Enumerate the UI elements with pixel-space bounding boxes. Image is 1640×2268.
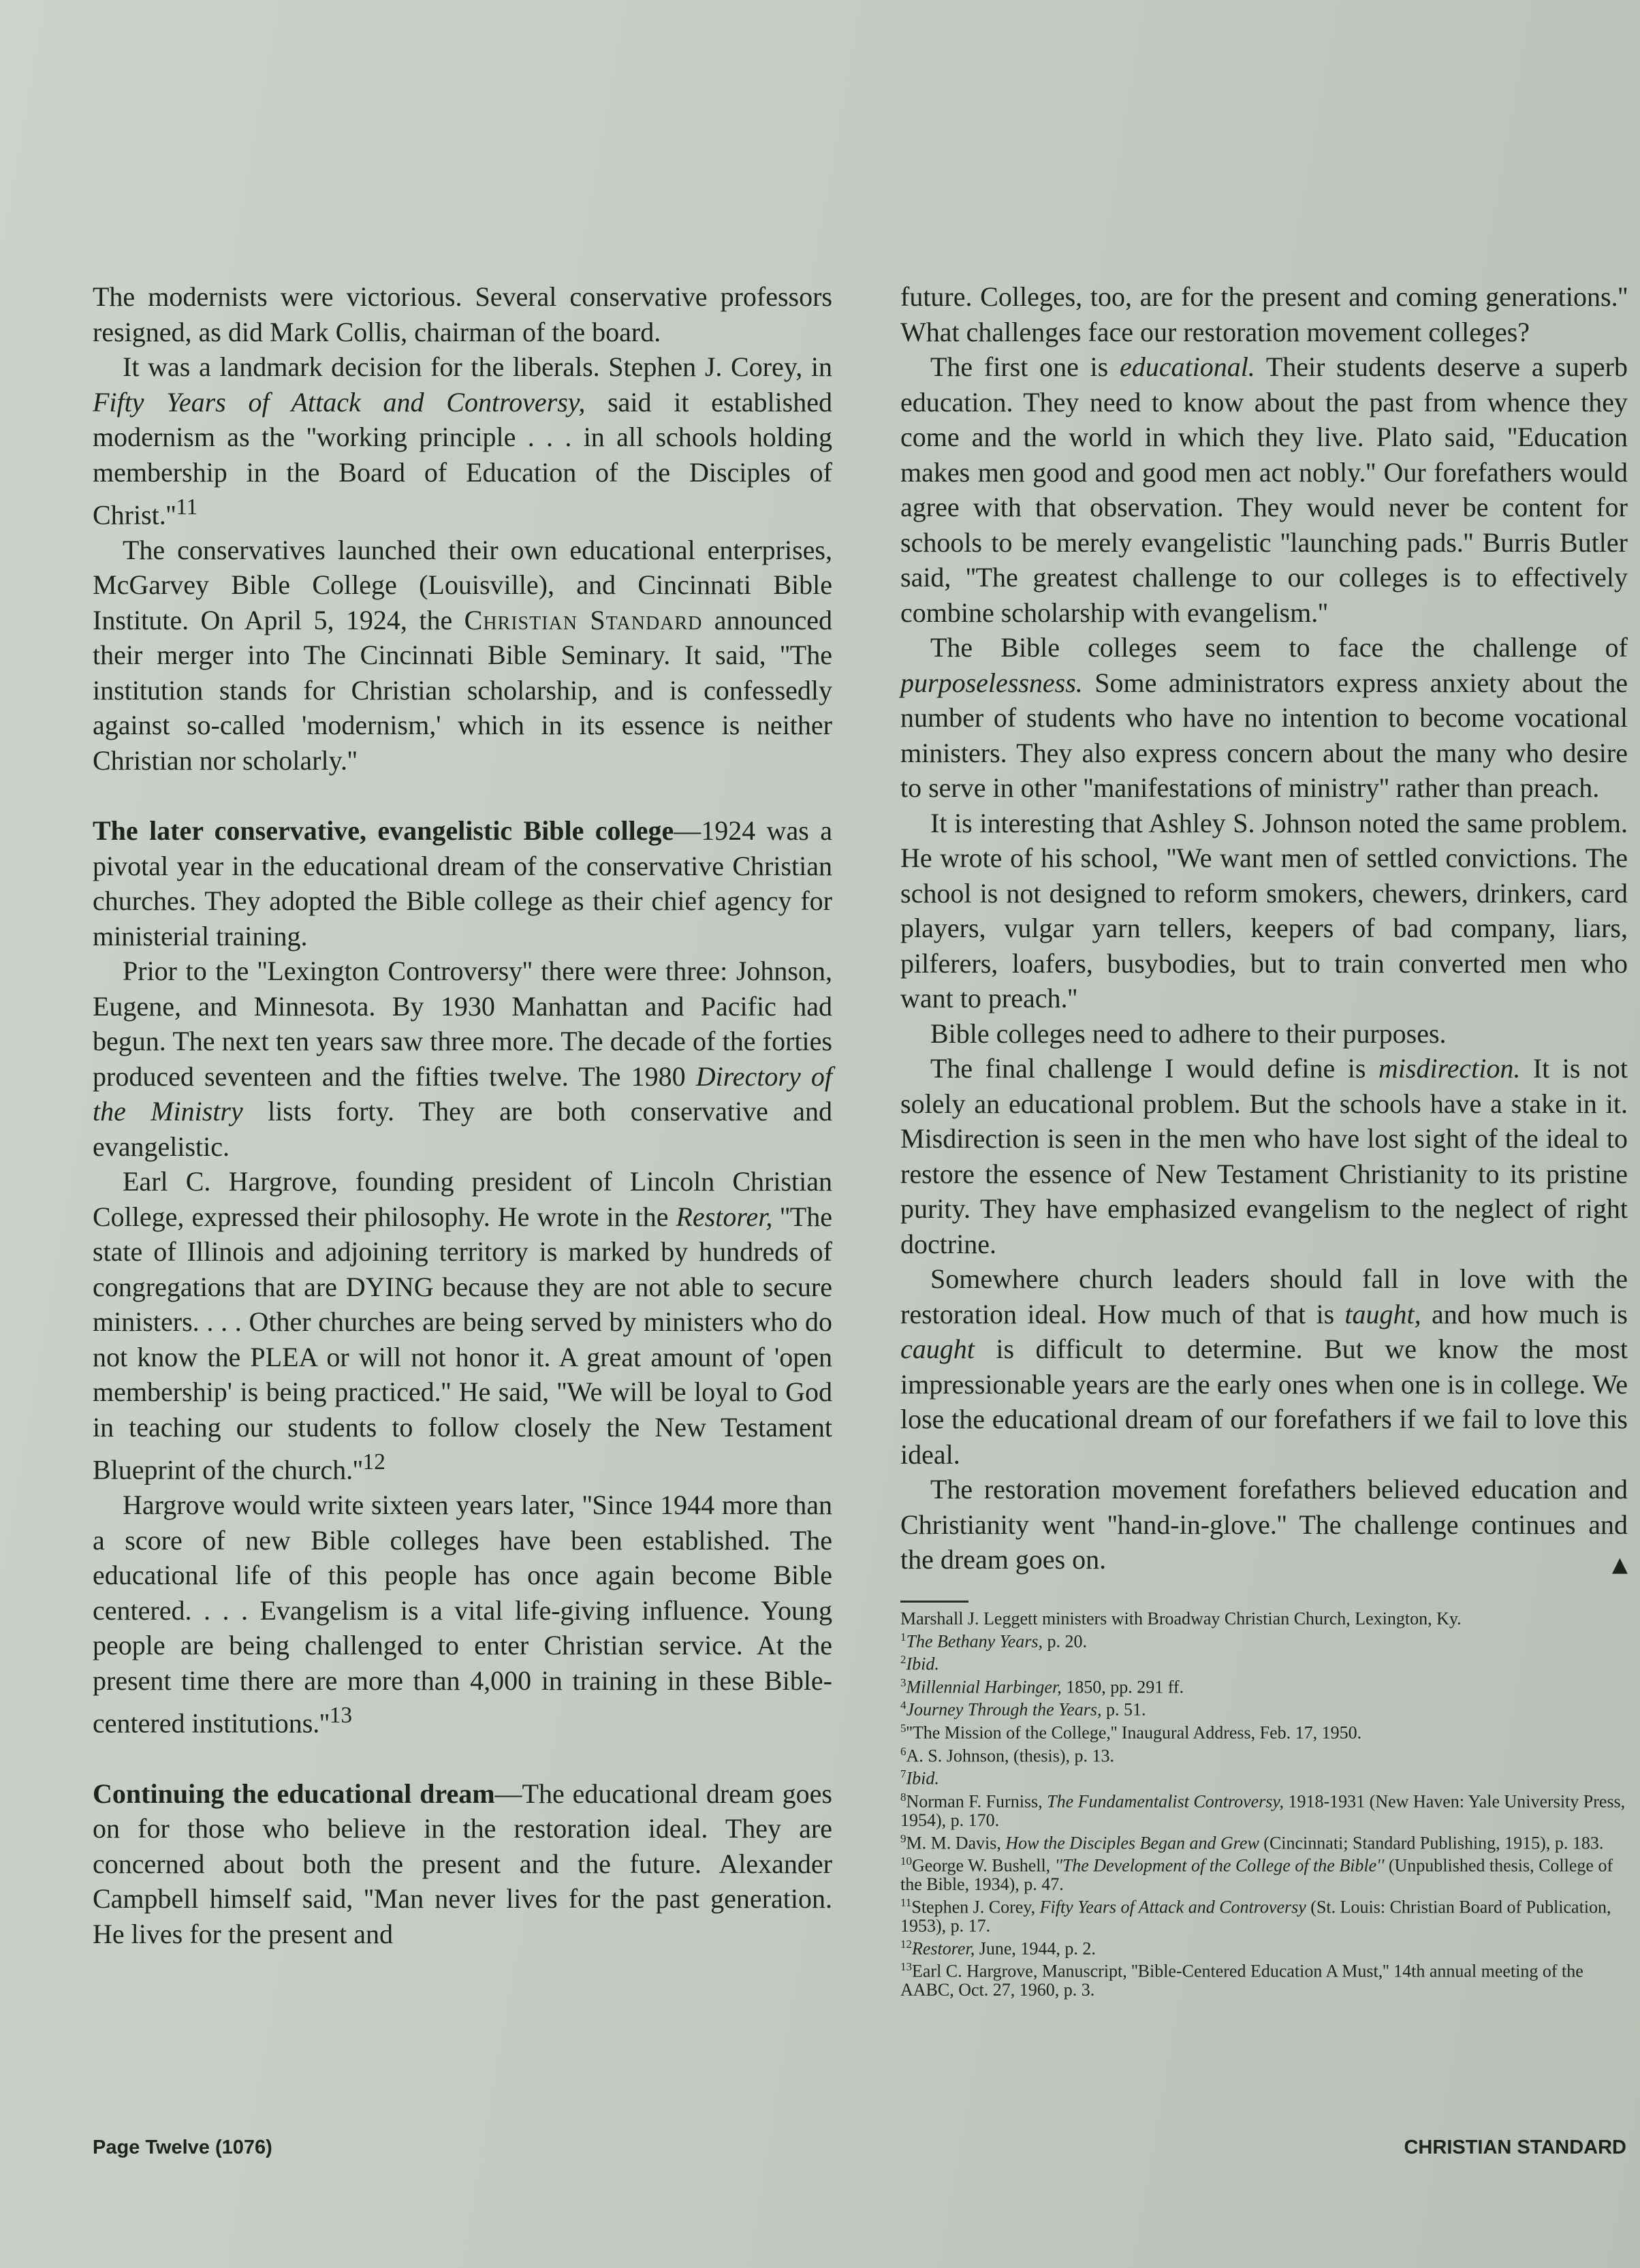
footnote-title: Ibid.	[906, 1769, 939, 1789]
author-bio: Marshall J. Leggett ministers with Broadway Christian Church, Lexington, Ky.	[900, 1608, 1462, 1628]
section-paragraph	[93, 1776, 832, 1952]
footnote-number: 13	[900, 1960, 912, 1974]
footnote-number: 6	[900, 1744, 906, 1758]
footnote-text: Stephen J. Corey,	[911, 1897, 1040, 1917]
page-number: Page Twelve (1076)	[93, 2137, 272, 2158]
footnote-item	[900, 1628, 1628, 1651]
footnote-number: 9	[900, 1831, 906, 1845]
paragraph-text: It is interesting that Ashley S. Johnson noted the same problem. He wrote of his school, ''We want men of settled convictions. The school is not designed to reform smokers, chewers, drinkers, card players, vulgar yarn tellers, keepers of bad company, liars, pilferers, loafers, busybodies, but to train converted men who want to preach.''	[900, 807, 1628, 1013]
footnote-title: Millennial Harbinger,	[906, 1677, 1062, 1697]
footnote-text: George W. Bushell,	[912, 1856, 1055, 1876]
footnote-text: (St. Louis: Christian Board of Publication, 1953), p. 17.	[900, 1897, 1611, 1936]
footnote-item	[900, 1765, 1628, 1788]
paragraph-text: Bible colleges need to adhere to their purposes.	[930, 1018, 1447, 1049]
paragraph	[900, 1472, 1628, 1577]
paragraph	[93, 954, 832, 1164]
footnote-number: 8	[900, 1791, 906, 1804]
footnote-item	[900, 1742, 1628, 1765]
footnote-list	[900, 1628, 1628, 2000]
paragraph-text: Prior to the ''Lexington Controversy'' there were three: Johnson, Eugene, and Minnesota. By 1930 Manhattan and Pacific had begun. The next ten years saw three more. The decade of the forties produced seventeen and the fifties twelve. The 1980	[93, 956, 832, 1092]
footnote-item	[900, 1893, 1628, 1935]
footnote-rule	[900, 1601, 968, 1603]
footnote-number: 11	[900, 1896, 912, 1910]
paragraph	[900, 349, 1628, 630]
paragraph	[900, 806, 1628, 1016]
footnote-item	[900, 1673, 1628, 1697]
footnote-item	[900, 1935, 1628, 1958]
paragraph-text: It is not solely an educational problem. But the schools have a stake in it. Misdirection is seen in the men who have lost sight of the ideal to restore the essence of New Testament Christianity to its pristine purity. They have emphasized evangelism to the neglect of right doctrine.	[900, 1053, 1628, 1259]
paragraph-text: lists forty. They are both conservative and evangelistic.	[93, 1096, 832, 1162]
footnote-item	[900, 1719, 1628, 1742]
paragraph	[93, 533, 832, 778]
emphasis: misdirection.	[1378, 1053, 1521, 1084]
end-of-article-icon: ▲	[1611, 1553, 1628, 1577]
footnote-number: 12	[900, 1937, 912, 1951]
paragraph-text: said it established modernism as the ''working principle . . . in all schools holding membership in the Board of Education of the Disciples of Christ.''	[93, 386, 832, 531]
footnote-text: p. 20.	[1043, 1631, 1088, 1652]
footnote-text: 1850, pp. 291 ff.	[1061, 1677, 1184, 1697]
paragraph	[900, 1016, 1628, 1052]
paragraph-text: —The educational dream goes on for those who believe in the restoration ideal. They are concerned about both the present and the future. Alexander Campbell himself said, ''Man never lives for the past generation. He lives for the present and	[93, 1778, 832, 1949]
footnote-ref: 11	[176, 494, 198, 520]
paragraph-text: and how much is	[1421, 1298, 1628, 1329]
section-paragraph	[93, 813, 832, 954]
footnote-title: The Fundamentalist Controversy,	[1047, 1791, 1284, 1812]
footnote-text: June, 1944, p. 2.	[975, 1938, 1096, 1959]
footnote-title: Restorer,	[912, 1938, 975, 1959]
paragraph-text: ''The state of Illinois and adjoining territory is marked by hundreds of congregations that are DYING because they are not able to secure ministers. . . . Other churches are being served by ministers who do not know the PLEA or will not honor it. A great amount of 'open membership' is being practiced.'' He said, ''We will be loyal to God in teaching our students to follow closely the New Testament Blueprint of the church.''	[93, 1201, 832, 1485]
footnote-text: Norman F. Furniss,	[906, 1791, 1047, 1812]
paragraph-text: The final challenge I would define is	[930, 1053, 1378, 1084]
emphasis: educational.	[1119, 351, 1255, 382]
paragraph	[93, 279, 832, 349]
paragraph	[900, 1261, 1628, 1472]
footnote-item	[900, 1650, 1628, 1673]
footnote-ref: 13	[329, 1703, 353, 1729]
footnote-text: ''The Mission of the College,'' Inaugural Address, Feb. 17, 1950.	[906, 1722, 1362, 1743]
paragraph-text: The conservatives launched their own educational enterprises, McGarvey Bible College (Louisville), and Cincinnati Bible Institute. On April 5, 1924, the	[93, 534, 832, 635]
paragraph-text: The first one is	[930, 351, 1120, 382]
footnote-item	[900, 1829, 1628, 1853]
book-title: Restorer,	[676, 1201, 773, 1232]
footnote-text: 1918-1931 (New Haven: Yale University Press, 1954), p. 170.	[900, 1791, 1626, 1830]
footnote-item	[900, 1788, 1628, 1829]
footnote-number: 3	[900, 1675, 906, 1689]
paragraph-text: The restoration movement forefathers believed education and Christianity went ''hand-in-glove.'' The challenge continues and the dream goes on.	[900, 1474, 1628, 1575]
paragraph-text: future. Colleges, too, are for the present and coming generations.'' What challenges face our restoration movement colleges?	[900, 281, 1628, 347]
paragraph-text: It was a landmark decision for the liberals. Stephen J. Corey, in	[123, 351, 832, 382]
right-column	[900, 279, 1628, 1999]
footnote-item	[900, 1852, 1628, 1893]
footnote-text: (Unpublished thesis, College of the Bible, 1934), p. 47.	[900, 1856, 1613, 1895]
footnote-item	[900, 1696, 1628, 1719]
paragraph	[93, 1164, 832, 1487]
paragraph	[900, 279, 1628, 349]
book-title: Fifty Years of Attack and Controversy,	[93, 386, 586, 418]
paragraph-text: Their students deserve a superb education. They need to know about the past from whence they come and the world in which they live. Plato said, ''Education makes men good and good men act nobly.'' Our forefathers would agree with that observation. They would never be content for schools to be merely evangelistic ''launching pads.'' Burris Butler said, ''The greatest challenge to our colleges is to effectively combine scholarship with evangelism.''	[900, 351, 1628, 628]
footnote-number: 5	[900, 1722, 906, 1735]
footnote-number: 7	[900, 1767, 906, 1781]
paragraph	[900, 1051, 1628, 1261]
emphasis: taught,	[1344, 1298, 1421, 1329]
section-heading: The later conservative, evangelistic Bible college	[93, 815, 674, 847]
emphasis: caught	[900, 1334, 975, 1364]
footnote-text: Earl C. Hargrove, Manuscript, ''Bible-Centered Education A Must,'' 14th annual meeting of the AABC, Oct. 27, 1960, p. 3.	[900, 1962, 1583, 2000]
footnote-text: (Cincinnati; Standard Publishing, 1915), p. 183.	[1259, 1833, 1604, 1853]
paragraph-text: The Bible colleges seem to face the challenge of	[930, 632, 1628, 663]
paragraph-text: Some administrators express anxiety about the number of students who have no intention to become vocational ministers. They also express concern about the many who desire to serve in other ''manifestations of ministry'' rather than preach.	[900, 667, 1628, 803]
left-column	[93, 279, 832, 1951]
paragraph	[93, 349, 832, 533]
footnote-number: 4	[900, 1699, 906, 1712]
paragraph-text: announced their merger into The Cincinnati Bible Seminary. It said, ''The institution stands for Christian scholarship, and is confessedly against so-called 'modernism,' which in its essence is neither Christian nor scholarly.''	[93, 604, 832, 776]
footnote-text: p. 51.	[1101, 1700, 1146, 1720]
footnote-number: 10	[900, 1855, 912, 1868]
emphasis: purposelessness.	[900, 667, 1083, 698]
publication-name: CHRISTIAN STANDARD	[1404, 2137, 1626, 2158]
footnotes	[900, 1609, 1628, 2000]
footnote-title: Ibid.	[906, 1654, 939, 1674]
footnote-number: 1	[900, 1630, 906, 1643]
footnote-title: ''The Development of the College of the Bible''	[1054, 1856, 1385, 1876]
paragraph-text: Earl C. Hargrove, founding president of Lincoln Christian College, expressed their philosophy. He wrote in the	[93, 1166, 832, 1232]
paragraph-text: Somewhere church leaders should fall in love with the restoration ideal. How much of that is	[900, 1263, 1628, 1329]
footnote-title: Fifty Years of Attack and Controversy	[1039, 1897, 1306, 1917]
footnote-number: 2	[900, 1653, 906, 1667]
footnote-item	[900, 1957, 1628, 1999]
footnote-title: The Bethany Years,	[906, 1631, 1043, 1652]
paragraph-text: Hargrove would write sixteen years later, ''Since 1944 more than a score of new Bible colleges have been established. The educational life of this people has once again become Bible centered. . . . Evangelism is a vital life-giving influence. Young people are being challenged to enter Christian service. At the present time there are more than 4,000 in training in these Bible-centered institutions.''	[93, 1490, 832, 1739]
section-heading: Continuing the educational dream	[93, 1778, 495, 1809]
paragraph	[93, 1487, 832, 1741]
paragraph-text: The modernists were victorious. Several conservative professors resigned, as did Mark Collis, chairman of the board.	[93, 281, 832, 347]
paragraph	[900, 630, 1628, 806]
paragraph-text: is difficult to determine. But we know the most impressionable years are the early ones when one is in college. We lose the educational dream of our forefathers if we fail to love this ideal.	[900, 1334, 1628, 1470]
footnote-ref: 12	[362, 1449, 385, 1475]
paragraph-text: —1924 was a pivotal year in the educational dream of the conservative Christian churches. They adopted the Bible college as their chief agency for ministerial training.	[93, 815, 832, 951]
footnote-title: How the Disciples Began and Grew	[1005, 1833, 1259, 1853]
footnote-title: Journey Through the Years,	[906, 1700, 1102, 1720]
book-title: Directory of the Ministry	[93, 1060, 833, 1127]
footnote-text: A. S. Johnson, (thesis), p. 13.	[906, 1746, 1115, 1766]
footnote-text: M. M. Davis,	[906, 1833, 1006, 1853]
magazine-name: Christian Standard	[464, 604, 703, 635]
